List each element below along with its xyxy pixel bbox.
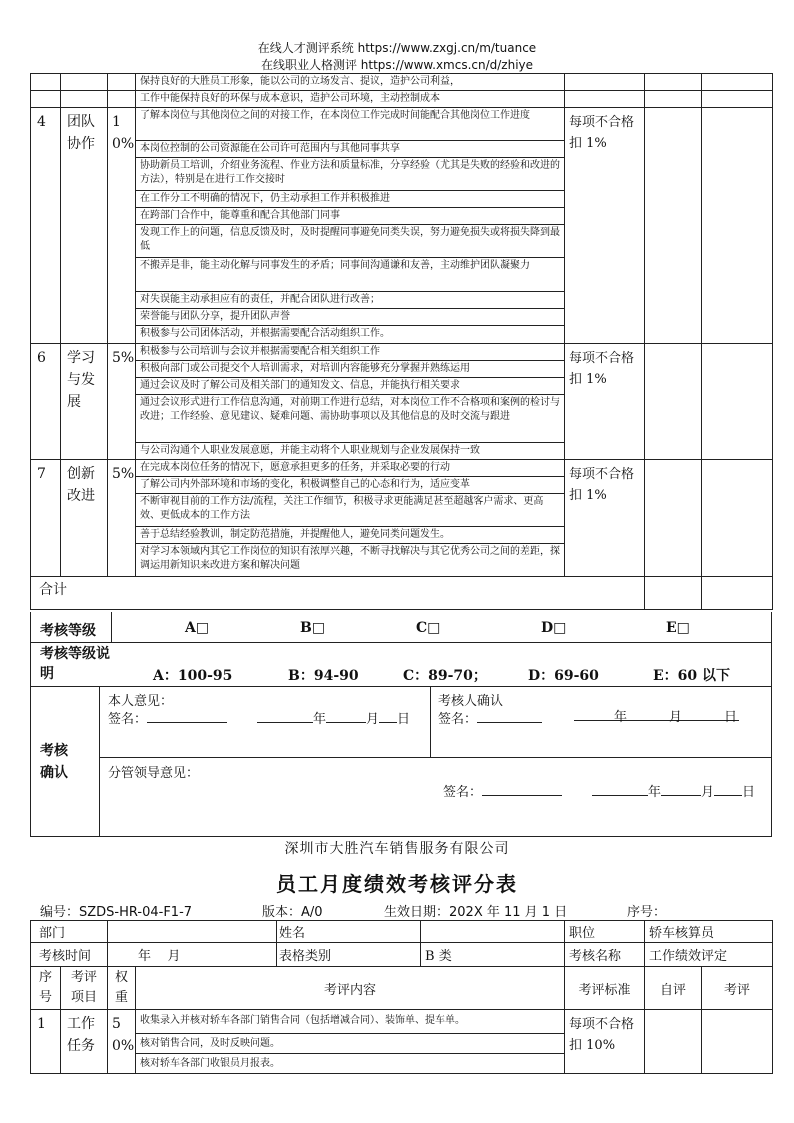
col-weight-header: 权重 [108, 967, 136, 1010]
name-field[interactable] [421, 921, 565, 943]
period-label: 考核时间 [31, 943, 108, 967]
grade-desc-d: D：69-60 [528, 668, 599, 684]
position-label: 职位 [565, 921, 645, 943]
leader-month-field[interactable] [661, 783, 701, 796]
standard: 每项不合格扣 1% [565, 460, 645, 577]
content-line: 积极向部门或公司提交个人培训需求，对培训内容能够充分掌握并熟练运用 [136, 361, 565, 378]
assess-name-label: 考核名称 [565, 943, 645, 967]
grade-desc-a: A：100-95 [153, 668, 233, 684]
self-score[interactable] [645, 344, 702, 460]
content-line: 对失误能主动承担应有的责任，并配合团队进行改善； [136, 292, 565, 309]
content-line: 工作中能保持良好的环保与成本意识，造护公司环境，主动控制成本 [136, 91, 565, 108]
month-label: 月 [701, 785, 715, 800]
grade-a-checkbox[interactable]: A□ [185, 620, 210, 636]
leader-day-field[interactable] [714, 783, 742, 796]
form-version: 版本：A/0 [262, 905, 323, 920]
assessor-date-field[interactable] [574, 708, 739, 725]
year-label: 年 [648, 785, 662, 800]
grade-c-checkbox[interactable]: C□ [416, 620, 441, 636]
month-label: 月 [669, 710, 683, 725]
self-month-field[interactable] [326, 710, 366, 723]
grade-desc-label: 考核等级说明 [40, 646, 110, 682]
header-line-1: 在线人才测评系统 https://www.zxgj.cn/m/tuance [257, 41, 537, 55]
col-item-header: 考评项目 [61, 967, 108, 1010]
assessor-sign-field[interactable] [477, 710, 542, 723]
effective-date: 生效日期：202X 年 11 月 1 日 [384, 905, 568, 920]
content-line: 通过会议形式进行工作信息沟通，对前期工作进行总结，对本岗位工作不合格项和案例的检讨与改进；工作经验、意见建议、疑难问题、需协助事项以及其他信息的及时交流与跟进 [136, 395, 565, 443]
self-score[interactable] [645, 460, 702, 577]
eval-score[interactable] [702, 344, 773, 460]
content-line: 通过会议及时了解公司及相关部门的通知发文、信息，并能执行相关要求 [136, 378, 565, 395]
content-line: 不断审视目前的工作方法/流程，关注工作细节，积极寻求更能满足甚至超越客户需求、更高效、更低成本的工作方法 [136, 494, 565, 527]
form-title: 员工月度绩效考核评分表 [276, 872, 518, 896]
day-label: 日 [397, 712, 411, 727]
weight: 5% [108, 344, 136, 460]
form-code: 编号：SZDS-HR-04-F1-7 [40, 905, 193, 920]
content-line: 对学习本领域内其它工作岗位的知识有浓厚兴趣，不断寻找解决与其它优秀公司之间的差距，探调运用新知识来改进方案和解决问题 [136, 544, 565, 577]
content-line: 本岗位控制的公司资源能在公司许可范围内与其他同事共享 [136, 141, 565, 158]
standard: 每项不合格扣 10% [565, 1010, 645, 1074]
day-label: 日 [742, 785, 756, 800]
position-value: 轿车核算员 [645, 921, 773, 943]
row-no: 4 [31, 108, 61, 344]
leader-year-field[interactable] [592, 783, 648, 796]
period-value[interactable]: 年 月 [108, 943, 277, 967]
top-assessment-table [30, 73, 773, 610]
content-line: 积极参与公司培训与会议并根据需要配合相关组织工作 [136, 344, 565, 361]
row-no: 7 [31, 460, 61, 577]
total-self[interactable] [645, 577, 702, 610]
year-label: 年 [313, 712, 327, 727]
col-eval-header: 考评 [702, 967, 773, 1010]
content-line: 收集录入并核对轿车各部门销售合同（包括增减合同）、装饰单、提车单。 [136, 1010, 565, 1034]
row-no: 1 [31, 1010, 61, 1074]
content-line: 了解本岗位与其他岗位之间的对接工作，在本岗位工作完成时间能配合其他岗位工作进度 [136, 108, 565, 141]
item-name: 学习与发展 [61, 344, 108, 460]
content-line: 了解公司内外部环境和市场的变化，积极调整自己的心态和行为，适应变革 [136, 477, 565, 494]
leader-sign-field[interactable] [482, 783, 562, 796]
total-eval[interactable] [702, 577, 773, 610]
self-day-field[interactable] [379, 710, 397, 723]
year-label: 年 [614, 710, 628, 725]
self-score[interactable] [645, 1010, 702, 1074]
standard: 每项不合格扣 1% [565, 108, 645, 344]
self-sign-label: 签名： [108, 712, 148, 727]
self-sign-field[interactable] [147, 710, 227, 723]
grade-b-checkbox[interactable]: B□ [300, 620, 326, 636]
assessor-sign-label: 签名： [438, 712, 478, 727]
content-line: 协助新员工培训，介绍业务流程、作业方法和质量标准，分享经验（尤其是失败的经验和改进的方法），特别是在进行工作交接时 [136, 158, 565, 191]
day-label: 日 [724, 710, 738, 725]
confirm-label: 考核确认 [40, 743, 68, 781]
self-score[interactable] [645, 108, 702, 344]
grade-desc-c: C：89-70； [403, 668, 487, 684]
col-standard-header: 考评标准 [565, 967, 645, 1010]
eval-score[interactable] [702, 1010, 773, 1074]
serial-label: 序号： [627, 905, 667, 920]
self-year-field[interactable] [257, 710, 313, 723]
name-label: 姓名 [277, 921, 421, 943]
weight: 5% [108, 460, 136, 577]
company-name: 深圳市大胜汽车销售服务有限公司 [284, 841, 510, 857]
grade-label: 考核等级 [40, 623, 96, 639]
col-self-header: 自评 [645, 967, 702, 1010]
item-name: 团队协作 [61, 108, 108, 344]
leader-sign-label: 签名： [443, 785, 483, 800]
content-line: 在工作分工不明确的情况下，仍主动承担工作并积极推进 [136, 191, 565, 208]
col-no-header: 序号 [31, 967, 61, 1010]
assessor-confirm-label: 考核人确认 [438, 694, 504, 709]
bottom-assessment-table [30, 920, 773, 1074]
dept-label: 部门 [31, 921, 108, 943]
content-line: 保持良好的大胜员工形象，能以公司的立场发言、提议，造护公司利益， [136, 74, 565, 91]
content-line: 核对轿车各部门收银员月报表。 [136, 1054, 565, 1074]
row-no: 6 [31, 344, 61, 460]
content-line: 在跨部门合作中，能尊重和配合其他部门同事 [136, 208, 565, 225]
weight: 10% [108, 108, 136, 344]
content-line: 与公司沟通个人职业发展意愿，并能主动将个人职业规划与企业发展保持一致 [136, 443, 565, 460]
weight: 50% [108, 1010, 136, 1074]
self-opinion-label: 本人意见： [108, 694, 174, 709]
grade-d-checkbox[interactable]: D□ [541, 620, 567, 636]
content-line: 积极参与公司团体活动，并根据需要配合活动组织工作。 [136, 326, 565, 344]
content-line: 不搬弄是非，能主动化解与同事发生的矛盾；同事间沟通谦和友善，主动维护团队凝聚力 [136, 258, 565, 292]
total-label: 合计 [31, 577, 645, 610]
assess-name-value: 工作绩效评定 [645, 943, 773, 967]
standard: 每项不合格扣 1% [565, 344, 645, 460]
grade-desc-b: B：94-90 [288, 668, 359, 684]
item-name: 工作任务 [61, 1010, 108, 1074]
form-type-value: B 类 [421, 943, 565, 967]
eval-score[interactable] [702, 460, 773, 577]
content-line: 善于总结经验教训，制定防范措施，并提醒他人，避免同类问题发生。 [136, 527, 565, 544]
content-line: 核对销售合同，及时反映问题。 [136, 1034, 565, 1054]
grade-desc-e: E：60 以下 [653, 668, 731, 684]
content-line: 在完成本岗位任务的情况下，愿意承担更多的任务，并采取必要的行动 [136, 460, 565, 477]
content-line: 发现工作上的问题，信息反馈及时，及时提醒同事避免同类失误，努力避免损失或将损失降到最低 [136, 225, 565, 258]
item-name: 创新改进 [61, 460, 108, 577]
month-label: 月 [366, 712, 380, 727]
content-line: 荣誉能与团队分享，提升团队声誉 [136, 309, 565, 326]
col-content-header: 考评内容 [136, 967, 565, 1010]
form-type-label: 表格类别 [277, 943, 421, 967]
leader-opinion-label: 分管领导意见： [108, 766, 200, 781]
grade-box [30, 612, 772, 837]
eval-score[interactable] [702, 108, 773, 344]
dept-field[interactable] [108, 921, 277, 943]
header-line-2: 在线职业人格测评 https://www.xmcs.cn/d/zhiye [260, 58, 534, 72]
grade-e-checkbox[interactable]: E□ [666, 620, 690, 636]
